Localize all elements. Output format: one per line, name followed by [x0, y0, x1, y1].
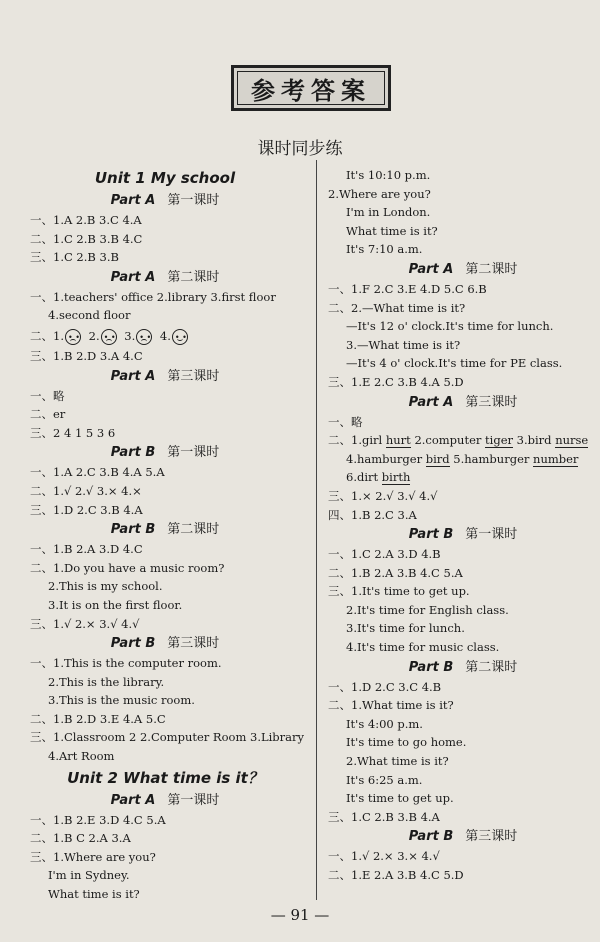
answer-line: 一、1.A 2.C 3.B 4.A 5.A — [30, 465, 165, 480]
part-name: Part B — [408, 659, 454, 675]
face-number: 4. — [159, 328, 171, 343]
part-heading — [30, 366, 300, 387]
lesson-name: 第二课时 — [167, 269, 220, 285]
sad-face-icon — [101, 329, 117, 345]
part-heading — [328, 392, 598, 413]
answer-word: 5.hamburger — [453, 451, 530, 466]
answer-line: 一、略 — [30, 388, 65, 403]
answer-line: It's 7:10 a.m. — [346, 242, 423, 257]
answer-line: 一、1.F 2.C 3.E 4.D 5.C 6.B — [328, 281, 487, 296]
part-heading — [30, 190, 300, 211]
answer-line: 一、1.This is the computer room. — [30, 656, 222, 671]
answer-line: 一、1.D 2.C 3.C 4.B — [328, 679, 442, 694]
answer-line: 一、1.C 2.A 3.D 4.B — [328, 547, 441, 562]
answer-line: 一、1.A 2.B 3.C 4.A — [30, 213, 142, 227]
answer-line: 2.It's time for English class. — [346, 602, 509, 617]
answer-line: 二、1.B 2.A 3.B 4.C 5.A — [328, 565, 463, 580]
answer-line: It's time to get up. — [346, 791, 454, 806]
unit-heading: Unit 2 What time is it？ — [67, 768, 263, 787]
answer-line: —It's 12 o' clock.It's time for lunch. — [346, 319, 554, 334]
left-column — [30, 166, 304, 904]
answer-line: 三、1.D 2.C 3.B 4.A — [30, 502, 143, 517]
part-heading — [328, 259, 598, 280]
part-name: Part B — [110, 522, 156, 538]
answer-line: 3.—What time is it? — [346, 337, 461, 352]
right-column — [328, 166, 598, 885]
lesson-name: 第三课时 — [167, 368, 220, 384]
lesson-name: 第一课时 — [167, 193, 220, 208]
answer-line: 一、略 — [328, 414, 363, 429]
answer-line: 4.It's time for music class. — [346, 640, 500, 655]
answer-line-faces — [30, 325, 300, 347]
answer-line-underlined — [328, 450, 598, 469]
part-name: Part B — [408, 829, 454, 845]
part-heading — [30, 519, 300, 540]
answer-line: 二、1.B C 2.A 3.A — [30, 831, 131, 846]
part-name: Part A — [110, 792, 156, 808]
answer-line: 3.This is the music room. — [48, 693, 195, 708]
part-name: Part A — [110, 269, 156, 285]
lesson-name: 第三课时 — [167, 636, 220, 652]
answer-line: 二、1.Do you have a music room? — [30, 560, 225, 575]
lesson-name: 第二课时 — [465, 659, 518, 675]
answer-line: 三、1.E 2.C 3.B 4.A 5.D — [328, 374, 464, 389]
lesson-name: 第一课时 — [167, 445, 220, 461]
answer-line: It's time to go home. — [346, 735, 467, 750]
lesson-name: 第三课时 — [465, 829, 518, 845]
answer-line: 二、1.What time is it? — [328, 698, 454, 713]
happy-face-icon — [172, 329, 188, 345]
answer-line: It's 10:10 p.m. — [346, 168, 431, 182]
part-heading — [328, 524, 598, 545]
answer-line: —It's 4 o' clock.It's time for PE class. — [346, 356, 563, 371]
part-heading — [30, 790, 300, 811]
section-subtitle: 课时同步练 — [257, 139, 343, 159]
answer-line: It's 6:25 a.m. — [346, 772, 423, 787]
answer-line: 三、2 4 1 5 3 6 — [30, 425, 116, 440]
page-number: — 91 — — [270, 906, 330, 924]
answer-line: It's 4:00 p.m. — [346, 716, 423, 731]
answer-line: 三、1.Where are you? — [30, 849, 156, 864]
lesson-name: 第一课时 — [465, 527, 518, 543]
part-name: Part A — [110, 368, 156, 384]
part-name: Part A — [408, 261, 454, 277]
part-name: Part B — [408, 527, 454, 543]
answer-line: 二、2.—What time is it? — [328, 300, 466, 315]
answer-line: 三、1.B 2.D 3.A 4.C — [30, 348, 143, 363]
answer-line: 二、1.B 2.D 3.E 4.A 5.C — [30, 711, 166, 726]
answer-key-title-box — [231, 65, 391, 111]
face-number: 2. — [88, 328, 100, 343]
sad-face-icon — [65, 329, 81, 345]
answer-line: 二、1.E 2.A 3.B 4.C 5.D — [328, 868, 464, 882]
answer-line: 一、1.teachers' office 2.library 3.first floor — [30, 289, 276, 304]
answer-line: 3.It is on the first floor. — [48, 597, 183, 612]
answer-line: 4.Art Room — [48, 749, 115, 764]
answer-word: 二、1.girl — [328, 433, 383, 448]
answer-word: 6.dirt — [346, 470, 379, 485]
answer-line: 二、1.C 2.B 3.B 4.C — [30, 231, 143, 246]
answer-line: I'm in London. — [346, 205, 431, 220]
part-heading — [30, 442, 300, 463]
underlined-word: tiger — [485, 433, 513, 448]
part-name: Part B — [110, 636, 156, 652]
answer-line-underlined — [328, 431, 598, 450]
lesson-name: 第一课时 — [167, 792, 220, 808]
answer-line: 四、1.B 2.C 3.A — [328, 507, 417, 522]
answer-line: 三、1.It's time to get up. — [328, 584, 470, 599]
underlined-word: nurse — [555, 433, 589, 448]
answer-line: 一、1.B 2.A 3.D 4.C — [30, 542, 143, 557]
answer-line: 三、1.C 2.B 3.B 4.A — [328, 809, 440, 824]
lesson-name: 第二课时 — [465, 261, 518, 277]
answer-line-underlined — [328, 468, 598, 487]
answer-line: 三、1.C 2.B 3.B — [30, 250, 119, 265]
part-heading — [30, 633, 300, 654]
answer-line: 2.Where are you? — [328, 186, 431, 201]
answer-line: 三、1.× 2.√ 3.√ 4.√ — [328, 488, 438, 503]
unit-heading: Unit 1 My school — [94, 169, 236, 187]
section-marker: 二、 — [30, 328, 53, 343]
answer-line: 2.What time is it? — [346, 754, 449, 769]
answer-line: 一、1.√ 2.× 3.× 4.√ — [328, 849, 440, 864]
answer-line: 2.This is the library. — [48, 674, 165, 689]
part-heading — [328, 826, 598, 847]
part-name: Part A — [110, 193, 156, 208]
answer-line: What time is it? — [48, 887, 140, 902]
face-number: 1. — [53, 328, 64, 343]
answer-line: 三、1.Classroom 2 2.Computer Room 3.Library — [30, 730, 304, 745]
answer-line: 一、1.B 2.E 3.D 4.C 5.A — [30, 812, 166, 827]
part-name: Part A — [408, 394, 454, 410]
part-heading — [30, 267, 300, 288]
underlined-word: birth — [381, 470, 411, 485]
answer-line: 3.It's time for lunch. — [346, 621, 465, 636]
answer-line: 2.This is my school. — [48, 579, 163, 594]
underlined-word: number — [533, 451, 579, 466]
answer-line: 三、1.√ 2.× 3.√ 4.√ — [30, 616, 140, 631]
answer-line: What time is it? — [346, 223, 438, 238]
sad-face-icon — [136, 329, 152, 345]
lesson-name: 第三课时 — [465, 394, 518, 410]
answer-word: 3.bird — [516, 433, 552, 448]
answer-word: 4.hamburger — [346, 451, 423, 466]
face-number: 3. — [124, 328, 136, 343]
column-divider — [316, 160, 317, 900]
answer-line: I'm in Sydney. — [48, 868, 130, 883]
lesson-name: 第二课时 — [167, 522, 220, 538]
underlined-word: bird — [425, 451, 450, 466]
underlined-word: hurt — [385, 433, 411, 448]
answer-line: 4.second floor — [48, 308, 131, 323]
part-name: Part B — [110, 445, 156, 461]
page-title: 参考答案 — [251, 76, 371, 105]
answer-line: 二、er — [30, 407, 66, 422]
part-heading — [328, 657, 598, 678]
answer-word: 2.computer — [414, 433, 482, 448]
answer-line: 二、1.√ 2.√ 3.× 4.× — [30, 483, 142, 498]
